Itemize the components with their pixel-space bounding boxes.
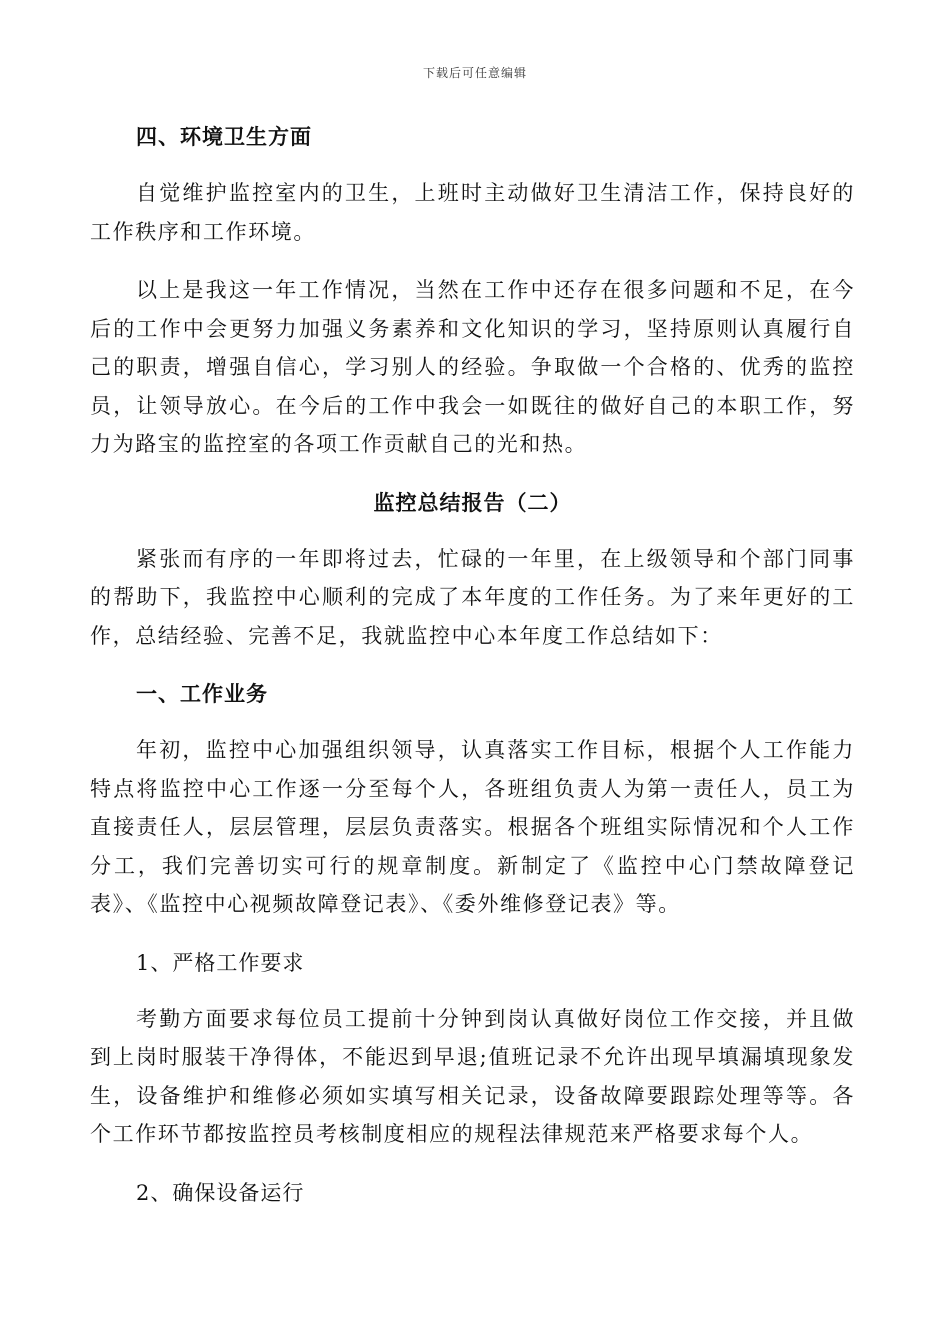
paragraph-work: 年初，监控中心加强组织领导，认真落实工作目标，根据个人工作能力特点将监控中心工作逐一分至每个人，各班组负责人为第一责任人，员工为直接责任人，层层管理，层层负责落实。根据各个班组实际情况和个人工作分工，我们完善切实可行的规章制度。新制定了《监控中心门禁故障登记表》、《监控中心视频故障登记表》、《委外维修登记表》等。 bbox=[90, 738, 855, 916]
section-heading-environment: 四、环境卫生方面 bbox=[136, 124, 312, 149]
paragraph-requirements: 考勤方面要求每位员工提前十分钟到岗认真做好岗位工作交接，并且做到上岗时服装干净得体，不能迟到早退;值班记录不允许出现早填漏填现象发生，设备维护和维修必须如实填写相关记录，设备故障要跟踪处理等等。各个工作环节都按监控员考核制度相应的规程法律规范来严格要求每个人。 bbox=[90, 1006, 855, 1146]
paragraph-closing: 以上是我这一年工作情况，当然在工作中还存在很多问题和不足，在今后的工作中会更努力加强义务素养和文化知识的学习，坚持原则认真履行自己的职责，增强自信心，学习别人的经验。争取做一个合格的、优秀的监控员，让领导放心。在今后的工作中我会一如既往的做好自己的本职工作，努力为路宝的监控室的各项工作贡献自己的光和热。 bbox=[90, 278, 855, 456]
paragraph-environment: 自觉维护监控室内的卫生，上班时主动做好卫生清洁工作，保持良好的工作秩序和工作环境。 bbox=[90, 181, 855, 244]
page-header: 下载后可任意编辑 bbox=[422, 66, 527, 80]
report-title: 监控总结报告（二） bbox=[373, 489, 572, 515]
document-body bbox=[90, 118, 855, 1212]
section-heading-work: 一、工作业务 bbox=[136, 681, 268, 706]
subheading-equipment: 2、确保设备运行 bbox=[136, 1180, 305, 1205]
subheading-requirements: 1、严格工作要求 bbox=[136, 950, 305, 975]
paragraph-intro: 紧张而有序的一年即将过去，忙碌的一年里，在上级领导和个部门同事的帮助下，我监控中心顺利的完成了本年度的工作任务。为了来年更好的工作，总结经验、完善不足，我就监控中心本年度工作总结如下： bbox=[90, 546, 855, 648]
